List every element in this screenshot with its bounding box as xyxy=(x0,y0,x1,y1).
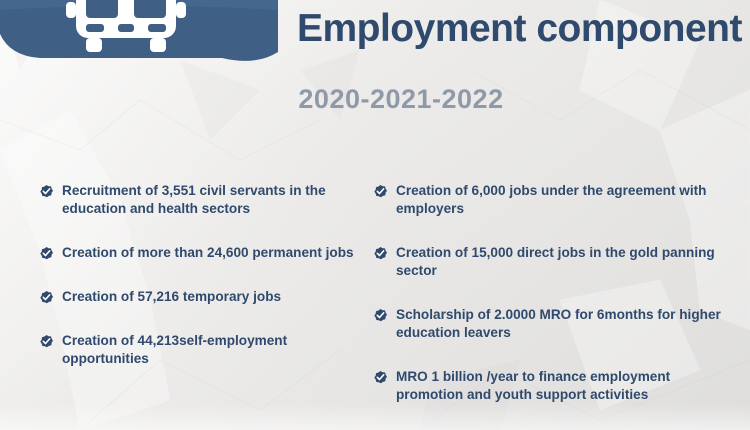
check-badge-icon xyxy=(40,291,53,304)
bus-icon xyxy=(60,0,192,58)
check-badge-icon xyxy=(374,309,387,322)
check-badge-icon xyxy=(40,335,53,348)
list-item-text: Creation of 57,216 temporary jobs xyxy=(62,289,282,304)
left-column xyxy=(0,182,372,430)
list-item-text: MRO 1 billion /year to finance employment promotion and youth support activities xyxy=(396,369,671,402)
content-columns xyxy=(0,182,750,430)
list-item-text: Recruitment of 3,551 civil servants in the education and health sectors xyxy=(62,183,326,216)
check-badge-icon xyxy=(40,247,53,260)
list-item-text: Creation of 6,000 jobs under the agreement with employers xyxy=(396,183,707,216)
list-item xyxy=(374,368,734,404)
page-title: Employment component xyxy=(296,7,742,50)
check-badge-icon xyxy=(374,185,387,198)
right-column xyxy=(372,182,750,430)
list-item-text: Creation of more than 24,600 permanent jobs xyxy=(62,245,354,260)
list-item-text: Creation of 44,213self-employment opportunities xyxy=(62,333,288,366)
list-item xyxy=(40,182,364,218)
list-item xyxy=(40,288,364,306)
list-item-text: Scholarship of 2.0000 MRO for 6months for higher education leavers xyxy=(396,307,721,340)
list-item xyxy=(40,332,364,368)
list-item xyxy=(374,244,734,280)
list-item xyxy=(374,306,734,342)
check-badge-icon xyxy=(40,185,53,198)
list-item xyxy=(40,244,364,262)
check-badge-icon xyxy=(374,371,387,384)
list-item xyxy=(374,182,734,218)
list-item-text: Creation of 15,000 direct jobs in the gold panning sector xyxy=(396,245,715,278)
check-badge-icon xyxy=(374,247,387,260)
page-subtitle: 2020-2021-2022 xyxy=(298,84,504,114)
